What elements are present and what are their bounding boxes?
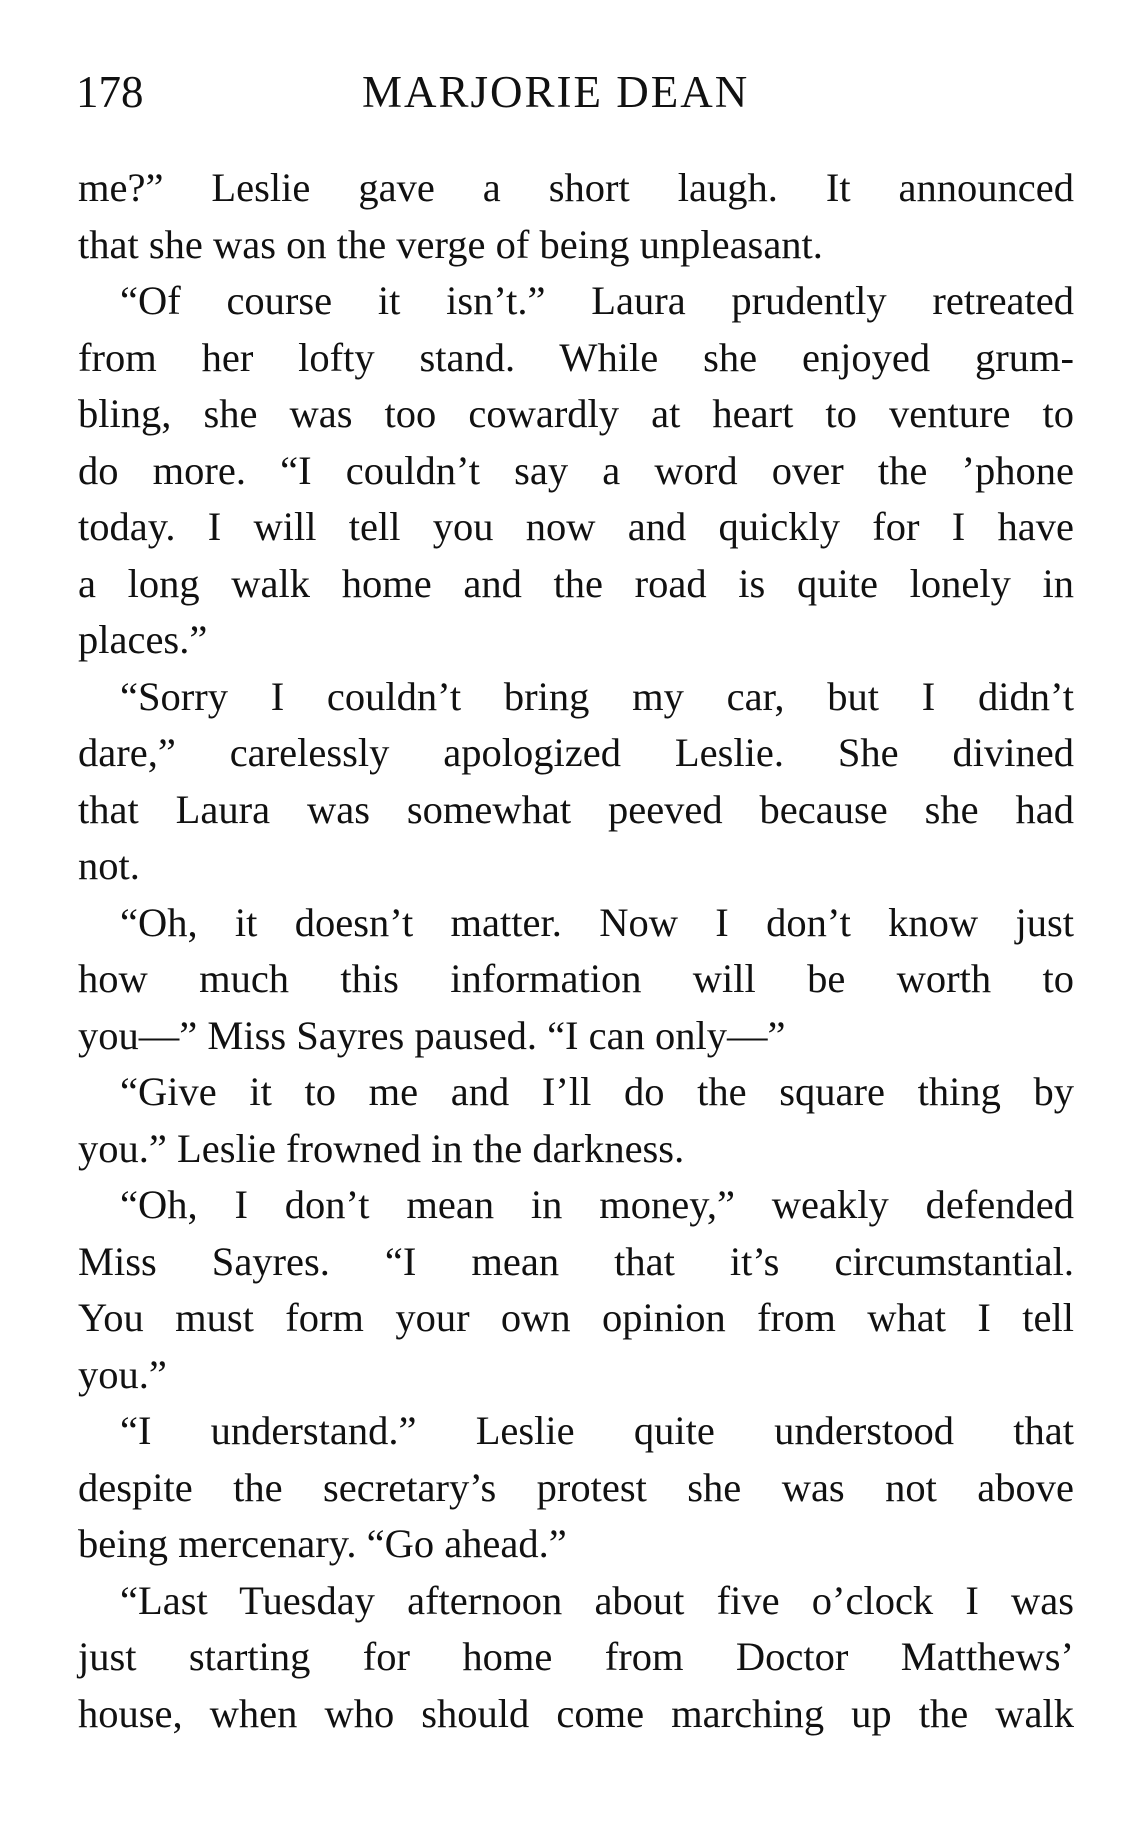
text-line: “I understand.” Leslie quite understood that xyxy=(120,1408,1074,1453)
text-line: Miss Sayres. “I mean that it’s circumstantial. xyxy=(78,1238,1074,1284)
text-line: how much this information will be worth to xyxy=(78,956,1074,1001)
text-line: “Sorry I couldn’t bring my car, but I didn’t xyxy=(120,673,1074,719)
page-number: 178 xyxy=(76,67,144,117)
text-line: just starting for home from Doctor Matthews’ xyxy=(78,1634,1074,1679)
text-line: from her lofty stand. While she enjoyed grum- xyxy=(78,334,1074,380)
running-head: MARJORIE DEAN xyxy=(362,67,750,117)
text-line: today. I will tell you now and quickly for I have xyxy=(78,504,1074,549)
text-line: house, when who should come marching up the walk xyxy=(78,1690,1074,1736)
text-line: places.” xyxy=(78,617,208,662)
text-line: “Last Tuesday afternoon about five o’clock I was xyxy=(120,1577,1074,1623)
text-line: you.” Leslie frowned in the darkness. xyxy=(78,1125,685,1171)
text-line: do more. “I couldn’t say a word over the ’phone xyxy=(78,447,1074,493)
text-line: dare,” carelessly apologized Leslie. She divined xyxy=(78,730,1074,775)
text-line: bling, she was too cowardly at heart to venture to xyxy=(78,391,1074,436)
text-line: me?” Leslie gave a short laugh. It announced xyxy=(78,165,1074,210)
text-line: that Laura was somewhat peeved because she had xyxy=(78,786,1074,832)
body-text xyxy=(78,160,1074,1742)
text-line: You must form your own opinion from what I tell xyxy=(78,1295,1074,1340)
text-line: not. xyxy=(78,843,140,888)
text-line: “Of course it isn’t.” Laura prudently retreated xyxy=(120,278,1074,323)
text-line: a long walk home and the road is quite lonely in xyxy=(78,560,1074,606)
text-line: being mercenary. “Go ahead.” xyxy=(78,1521,567,1566)
text-line: despite the secretary’s protest she was not above xyxy=(78,1464,1074,1510)
text-line: “Oh, I don’t mean in money,” weakly defended xyxy=(120,1182,1074,1227)
text-line: you—” Miss Sayres paused. “I can only—” xyxy=(78,1012,786,1058)
page-header xyxy=(76,62,1076,122)
text-line: “Give it to me and I’ll do the square thing by xyxy=(120,1069,1074,1114)
text-line: that she was on the verge of being unpleasant. xyxy=(78,221,823,267)
text-line: you.” xyxy=(78,1351,167,1397)
text-line: “Oh, it doesn’t matter. Now I don’t know just xyxy=(120,899,1074,945)
